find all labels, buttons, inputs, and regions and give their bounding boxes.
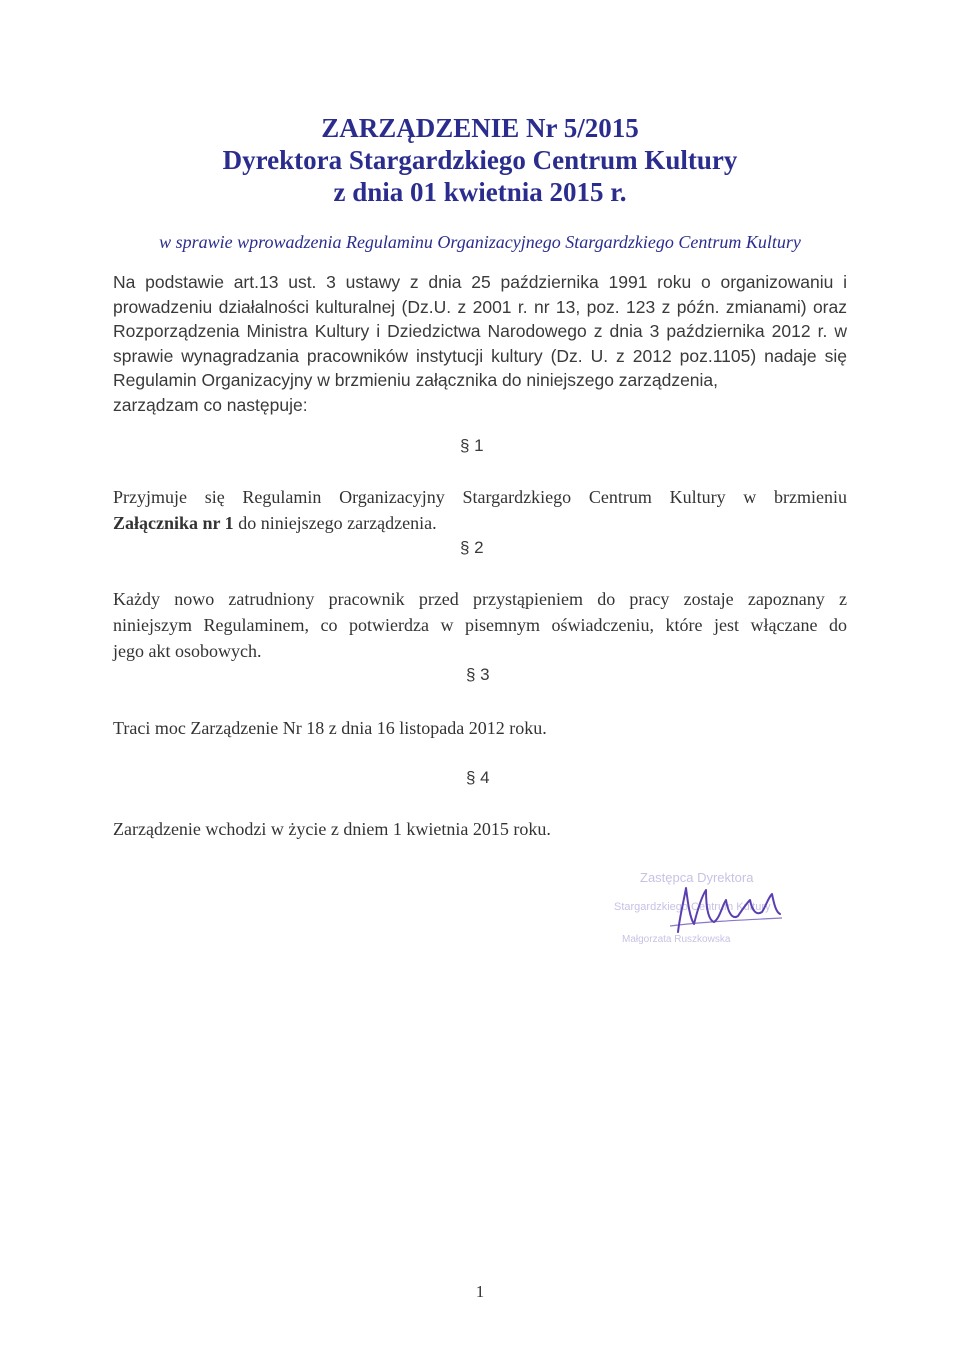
section-1-line <box>113 513 437 533</box>
section-mark-2: § 2 <box>460 538 484 557</box>
stamp-line-3: Małgorzata Ruszkowska <box>622 934 731 945</box>
intro-line: Na podstawie art.13 ust. 3 ustawy z dnia 25 października 1991 roku o organizowaniu i <box>113 272 847 292</box>
section-2-line: niniejszym Regulaminem, co potwierdza w pisemnym oświadczeniu, które jest włączane do <box>113 615 847 635</box>
intro-line: prowadzeniu działalności kulturalnej (Dz.U. z 2001 r. nr 13, poz. 123 z późn. zmianami) oraz <box>113 296 847 317</box>
section-mark-3: § 3 <box>466 665 490 684</box>
section-1-line: Przyjmuje się Regulamin Organizacyjny Stargardzkiego Centrum Kultury w brzmieniu <box>113 487 847 507</box>
section-2-line: Każdy nowo zatrudniony pracownik przed przystąpieniem do pracy zostaje zapoznany z <box>113 589 847 609</box>
section-3-text: Traci moc Zarządzenie Nr 18 z dnia 16 listopada 2012 roku. <box>113 718 547 738</box>
title-line-1: ZARZĄDZENIE Nr 5/2015 <box>321 113 639 143</box>
section-1-rest: do niniejszego zarządzenia. <box>233 513 437 533</box>
intro-line: Regulamin Organizacyjny w brzmieniu załącznika do niniejszego zarządzenia, <box>113 370 719 390</box>
official-stamp <box>610 860 830 950</box>
stamp-line-2: Stargardzkiego Centrum Kultury <box>614 901 771 913</box>
document-title <box>0 112 960 208</box>
section-2-line: jego akt osobowych. <box>113 641 262 661</box>
stamp-line-1: Zastępca Dyrektora <box>640 870 754 885</box>
intro-line: sprawie wynagradzania pracowników instytucji kultury (Dz. U. z 2012 poz.1105) nadaje się <box>113 345 847 366</box>
title-line-2: Dyrektora Stargardzkiego Centrum Kultury <box>222 145 738 175</box>
intro-line: Rozporządzenia Ministra Kultury i Dziedzictwa Narodowego z dnia 3 października 2012 r. w <box>113 321 847 341</box>
attachment-reference: Załącznika nr 1 <box>113 513 234 533</box>
title-line-3: z dnia 01 kwietnia 2015 r. <box>333 177 627 207</box>
intro-paragraph <box>113 270 847 417</box>
intro-line: zarządzam co następuje: <box>113 394 308 415</box>
section-mark-1: § 1 <box>460 436 484 455</box>
section-4-text: Zarządzenie wchodzi w życie z dniem 1 kwietnia 2015 roku. <box>113 819 551 839</box>
page-number: 1 <box>475 1282 485 1301</box>
section-1-text <box>113 484 847 536</box>
document-subject: w sprawie wprowadzenia Regulaminu Organizacyjnego Stargardzkiego Centrum Kultury <box>159 232 801 252</box>
section-mark-4: § 4 <box>466 768 490 787</box>
section-2-text <box>113 586 847 664</box>
signature-underline <box>670 918 782 926</box>
